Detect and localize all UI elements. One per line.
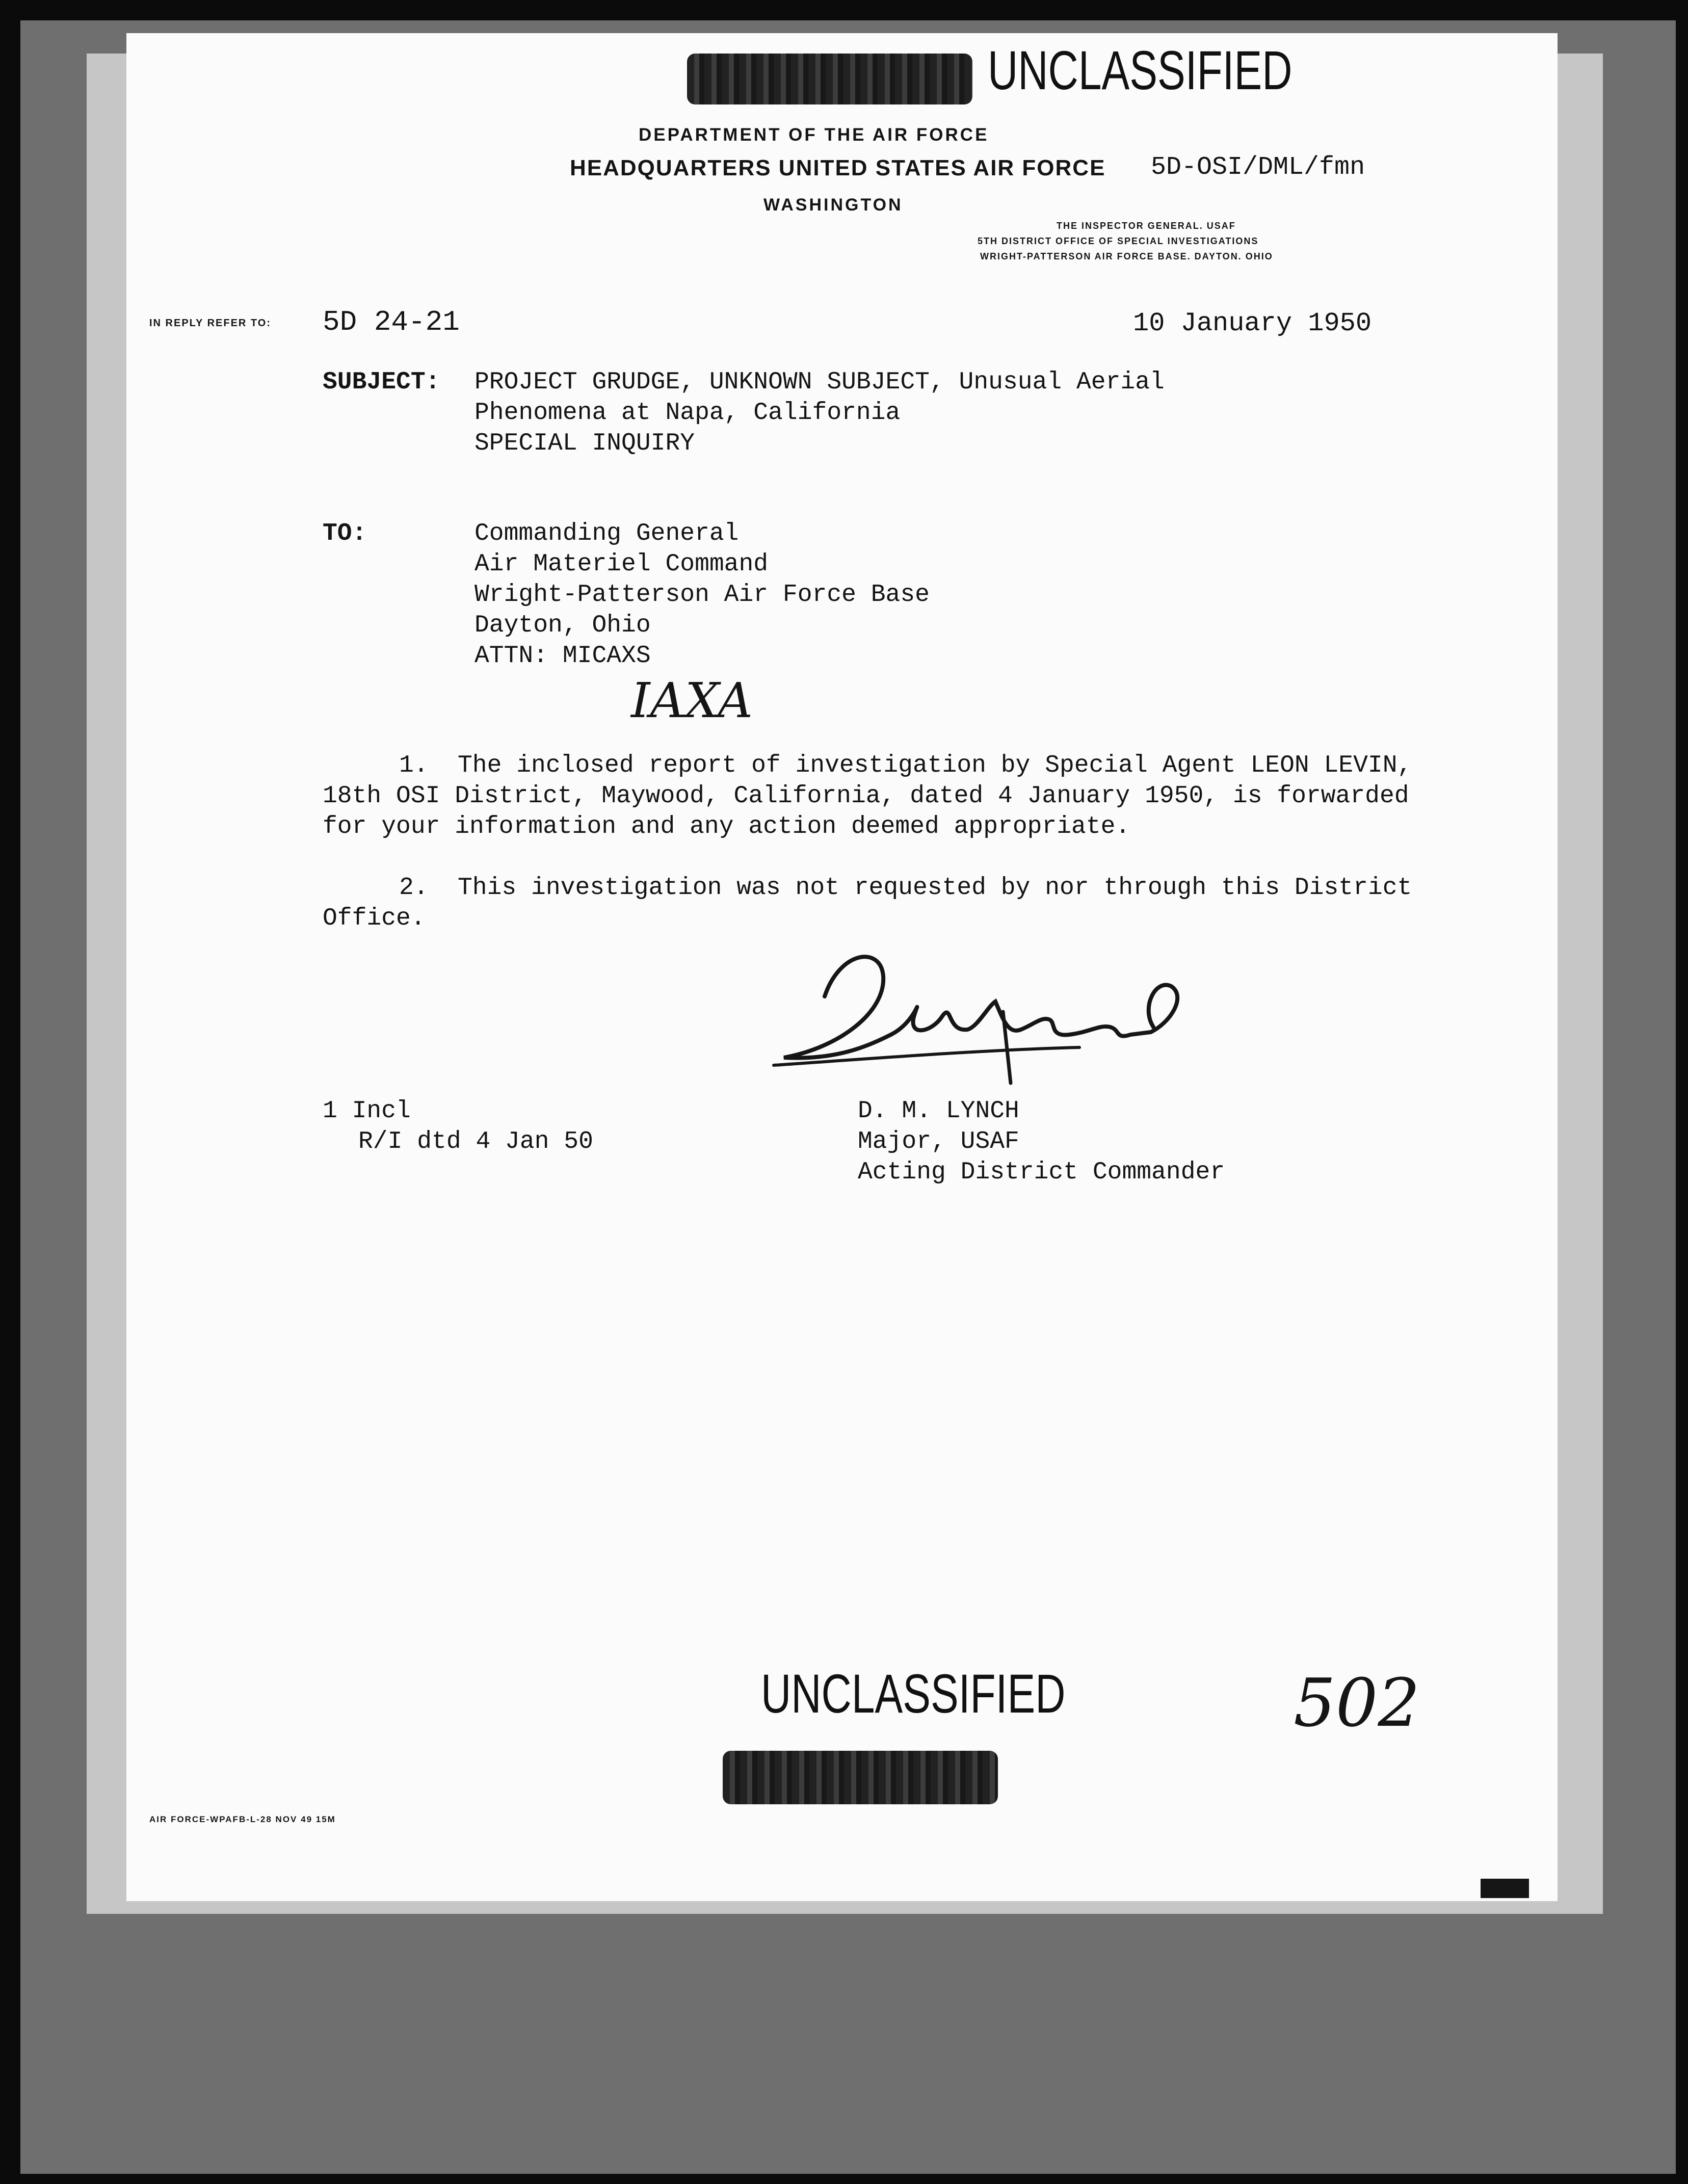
redaction-bar-bottom bbox=[723, 1751, 998, 1804]
form-code: AIR FORCE-WPAFB-L-28 NOV 49 15M bbox=[149, 1814, 336, 1824]
addressee-line: ATTN: MICAXS bbox=[474, 642, 651, 670]
handwritten-note: IAXA bbox=[631, 673, 753, 729]
signer-name: D. M. LYNCH bbox=[858, 1097, 1019, 1125]
subject-line: Phenomena at Napa, California bbox=[474, 399, 901, 427]
enclosure-line: 1 Incl bbox=[323, 1097, 411, 1125]
addressee-line: Commanding General bbox=[474, 520, 739, 547]
letterhead-city: WASHINGTON bbox=[763, 195, 903, 215]
redaction-bar-top bbox=[687, 54, 972, 104]
document-page bbox=[126, 33, 1558, 1901]
paragraph-line: for your information and any action deemed appropriate. bbox=[323, 813, 1130, 840]
office-line-1: THE INSPECTOR GENERAL. USAF bbox=[1057, 221, 1236, 231]
office-line-3: WRIGHT-PATTERSON AIR FORCE BASE. DAYTON. OHIO bbox=[980, 251, 1273, 261]
reference-number: 5D 24-21 bbox=[323, 306, 460, 338]
subject-label: SUBJECT: bbox=[323, 369, 440, 396]
paragraph-number: 1. bbox=[399, 752, 429, 779]
paragraph-line: 18th OSI District, Maywood, California, dated 4 January 1950, is forwarded bbox=[323, 782, 1409, 810]
file-code: 5D-OSI/DML/fmn bbox=[1151, 153, 1365, 182]
subject-line: SPECIAL INQUIRY bbox=[474, 430, 695, 457]
corner-mark bbox=[1481, 1879, 1529, 1898]
signature-image bbox=[763, 930, 1222, 1103]
subject-line: PROJECT GRUDGE, UNKNOWN SUBJECT, Unusual Aerial bbox=[474, 369, 1165, 396]
paragraph-number: 2. bbox=[399, 874, 429, 902]
addressee-line: Wright-Patterson Air Force Base bbox=[474, 581, 930, 609]
paragraph-line: The inclosed report of investigation by Special Agent LEON LEVIN, bbox=[458, 752, 1412, 779]
page-number: 502 bbox=[1294, 1664, 1420, 1742]
letterhead-headquarters: HEADQUARTERS UNITED STATES AIR FORCE bbox=[570, 155, 1106, 180]
office-line-2: 5TH DISTRICT OFFICE OF SPECIAL INVESTIGATIONS bbox=[978, 236, 1259, 246]
addressee-line: Air Materiel Command bbox=[474, 550, 769, 578]
signer-title: Acting District Commander bbox=[858, 1159, 1225, 1186]
classification-stamp-top: UNCLASSIFIED bbox=[988, 39, 1293, 101]
paragraph-line: This investigation was not requested by nor through this District bbox=[458, 874, 1412, 902]
reply-refer-label: IN REPLY REFER TO: bbox=[149, 318, 272, 329]
to-label: TO: bbox=[323, 520, 367, 547]
addressee-line: Dayton, Ohio bbox=[474, 612, 651, 639]
letter-date: 10 January 1950 bbox=[1133, 308, 1372, 338]
letterhead-department: DEPARTMENT OF THE AIR FORCE bbox=[639, 125, 989, 145]
classification-stamp-bottom: UNCLASSIFIED bbox=[761, 1663, 1066, 1724]
signer-rank: Major, USAF bbox=[858, 1128, 1019, 1155]
enclosure-line: R/I dtd 4 Jan 50 bbox=[358, 1128, 593, 1155]
paragraph-line: Office. bbox=[323, 905, 426, 932]
